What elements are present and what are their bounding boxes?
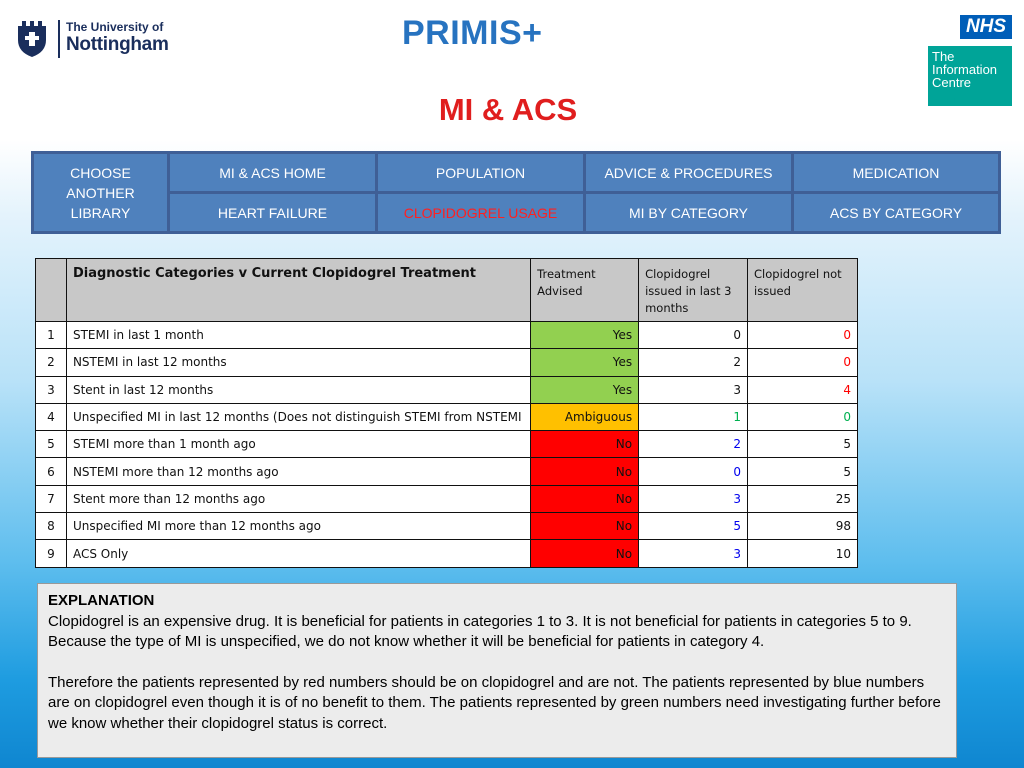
nav-advice-procedures[interactable]: ADVICE & PROCEDURES xyxy=(586,154,791,191)
table-row xyxy=(36,376,858,403)
university-name: Nottingham xyxy=(66,34,169,55)
table-row xyxy=(36,485,858,512)
not-issued-cell: 0 xyxy=(748,322,858,349)
treatment-advised-cell: No xyxy=(531,485,639,512)
row-number: 4 xyxy=(36,403,67,430)
row-category: Stent more than 12 months ago xyxy=(66,485,530,512)
table-row xyxy=(36,349,858,376)
treatment-advised-cell: Ambiguous xyxy=(531,403,639,430)
table-row xyxy=(36,403,858,430)
primis-logo: PRIMIS+ xyxy=(402,14,543,52)
row-number: 6 xyxy=(36,458,67,485)
issued-cell: 2 xyxy=(639,431,748,458)
nav-mi-by-category[interactable]: MI BY CATEGORY xyxy=(586,194,791,231)
not-issued-cell: 0 xyxy=(748,349,858,376)
explanation-paragraph-1: Clopidogrel is an expensive drug. It is beneficial for patients in categories 1 to 3. It is not beneficial for patients in categories 5 to 9. Because the type of MI is unspecified, we do not know whether it will be beneficial for patients in category 4. xyxy=(48,612,912,650)
treatment-advised-cell: No xyxy=(531,540,639,567)
issued-cell: 5 xyxy=(639,513,748,540)
logo-divider xyxy=(58,20,60,58)
issued-cell: 1 xyxy=(639,403,748,430)
table-row xyxy=(36,458,858,485)
explanation-panel xyxy=(37,583,957,758)
issued-cell: 0 xyxy=(639,322,748,349)
nav-medication[interactable]: MEDICATION xyxy=(794,154,998,191)
row-number: 1 xyxy=(36,322,67,349)
crest-icon xyxy=(16,18,48,58)
row-category: STEMI in last 1 month xyxy=(66,322,530,349)
information-centre-subtitle: for health and social care xyxy=(931,98,1011,105)
row-number: 7 xyxy=(36,485,67,512)
table-row xyxy=(36,431,858,458)
not-issued-cell: 5 xyxy=(748,458,858,485)
university-logo xyxy=(16,16,176,62)
row-category: ACS Only xyxy=(66,540,530,567)
not-issued-cell: 4 xyxy=(748,376,858,403)
nav-clopidogrel-usage[interactable]: CLOPIDOGREL USAGE xyxy=(378,194,583,231)
table-row xyxy=(36,513,858,540)
treatment-advised-cell: No xyxy=(531,458,639,485)
issued-cell: 2 xyxy=(639,349,748,376)
table-row xyxy=(36,322,858,349)
table-header-row xyxy=(36,259,858,322)
treatment-advised-cell: No xyxy=(531,513,639,540)
header-category: Diagnostic Categories v Current Clopidogrel Treatment xyxy=(66,259,530,322)
header-issued: Clopidogrel issued in last 3 months xyxy=(639,259,748,322)
row-number: 3 xyxy=(36,376,67,403)
not-issued-cell: 5 xyxy=(748,431,858,458)
explanation-heading: EXPLANATION xyxy=(48,592,155,609)
row-category: NSTEMI in last 12 months xyxy=(66,349,530,376)
treatment-advised-cell: Yes xyxy=(531,376,639,403)
row-category: STEMI more than 1 month ago xyxy=(66,431,530,458)
not-issued-cell: 0 xyxy=(748,403,858,430)
nav-heart-failure[interactable]: HEART FAILURE xyxy=(170,194,375,231)
library-nav xyxy=(31,151,1001,234)
row-category: Unspecified MI in last 12 months (Does not distinguish STEMI from NSTEMI xyxy=(66,403,530,430)
not-issued-cell: 25 xyxy=(748,485,858,512)
row-number: 8 xyxy=(36,513,67,540)
choose-library-button[interactable]: CHOOSE ANOTHER LIBRARY xyxy=(34,154,167,231)
nhs-logo: NHS xyxy=(960,15,1012,39)
not-issued-cell: 10 xyxy=(748,540,858,567)
treatment-advised-cell: Yes xyxy=(531,322,639,349)
header-index xyxy=(36,259,67,322)
issued-cell: 0 xyxy=(639,458,748,485)
header-not-issued: Clopidogrel not issued xyxy=(748,259,858,322)
row-category: Stent in last 12 months xyxy=(66,376,530,403)
clopidogrel-table xyxy=(35,258,858,568)
page-title: MI & ACS xyxy=(438,92,578,127)
treatment-advised-cell: Yes xyxy=(531,349,639,376)
explanation-paragraph-2: Therefore the patients represented by red numbers should be on clopidogrel and are not. The patients represented by blue numbers are on clopidogrel even though it is of no benefit to them. The patients represented by green numbers need investigating further before we know whether their clopidogrel status is correct. xyxy=(48,673,941,732)
issued-cell: 3 xyxy=(639,485,748,512)
row-number: 2 xyxy=(36,349,67,376)
row-category: NSTEMI more than 12 months ago xyxy=(66,458,530,485)
not-issued-cell: 98 xyxy=(748,513,858,540)
table-row xyxy=(36,540,858,567)
nav-mi-acs-home[interactable]: MI & ACS HOME xyxy=(170,154,375,191)
information-centre-title: The Information Centre xyxy=(932,49,998,90)
nav-acs-by-category[interactable]: ACS BY CATEGORY xyxy=(794,194,998,231)
university-name-small: The University of xyxy=(66,20,164,34)
treatment-advised-cell: No xyxy=(531,431,639,458)
header-treatment-advised: Treatment Advised xyxy=(531,259,639,322)
row-number: 9 xyxy=(36,540,67,567)
nav-population[interactable]: POPULATION xyxy=(378,154,583,191)
row-number: 5 xyxy=(36,431,67,458)
row-category: Unspecified MI more than 12 months ago xyxy=(66,513,530,540)
issued-cell: 3 xyxy=(639,540,748,567)
issued-cell: 3 xyxy=(639,376,748,403)
